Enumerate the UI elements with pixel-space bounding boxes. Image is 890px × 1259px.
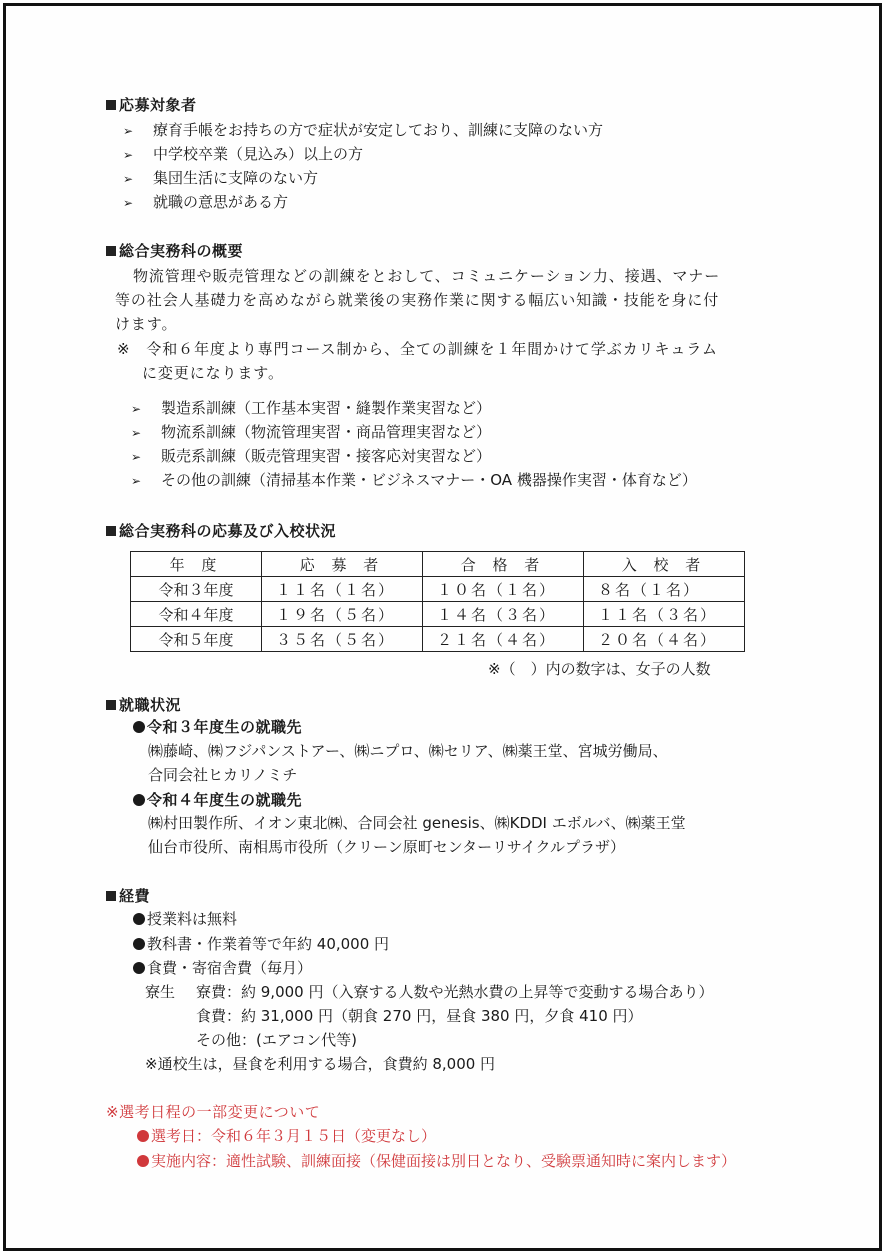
square-bullet-icon xyxy=(106,246,116,256)
dorm-label: 寮生 xyxy=(145,983,176,1001)
overview-title: 総合実務科の概要 xyxy=(119,242,244,260)
square-bullet-icon xyxy=(106,891,116,901)
table-row xyxy=(131,627,745,652)
circle-bullet-icon xyxy=(133,794,145,806)
applicant-item: ➢ 療育手帳をお持ちの方で症状が安定しており、訓練に支障のない方 xyxy=(123,121,604,139)
table-cell: 令和４年度 xyxy=(131,602,262,627)
table-cell: １０名（１名） xyxy=(423,577,584,602)
circle-bullet-icon xyxy=(137,1130,149,1142)
square-bullet-icon xyxy=(106,526,116,536)
commuter-note: ※通校生は，昼食を利用する場合，食費約 8,000 円 xyxy=(145,1055,496,1073)
table-cell: 令和５年度 xyxy=(131,627,262,652)
training-item: ➢ 販売系訓練（販売管理実習・接客応対実習など） xyxy=(131,447,492,465)
circle-bullet-icon xyxy=(133,938,145,950)
arrow-bullet-icon: ➢ xyxy=(131,426,142,440)
schedule-item: 実施内容：適性試験、訓練面接（保健面接は別日となり、受験票通知時に案内します） xyxy=(137,1150,736,1171)
square-bullet-icon xyxy=(106,100,116,110)
curriculum-note-line: ※ 令和６年度より専門コース制から、全ての訓練を１年間かけて学ぶカリキュラム xyxy=(117,340,718,358)
applicant-item: ➢ 中学校卒業（見込み）以上の方 xyxy=(123,145,364,163)
table-row xyxy=(131,602,745,627)
arrow-bullet-icon: ➢ xyxy=(123,124,134,138)
circle-bullet-icon xyxy=(133,962,145,974)
circle-bullet-icon xyxy=(133,913,145,925)
arrow-bullet-icon: ➢ xyxy=(123,172,134,186)
table-cell: ８名（１名） xyxy=(584,577,745,602)
employment-group-heading: 令和３年度生の就職先 xyxy=(133,716,302,737)
schedule-change-title: ※選考日程の一部変更について xyxy=(106,1103,321,1121)
overview-heading xyxy=(106,240,243,261)
employment-group-heading: 令和４年度生の就職先 xyxy=(133,789,302,810)
applicant-item: ➢ 就職の意思がある方 xyxy=(123,193,289,211)
status-title: 総合実務科の応募及び入校状況 xyxy=(119,522,337,540)
overview-paragraph-line: 等の社会人基礎力を高めながら就業後の実務作業に関する幅広い知識・技能を身に付 xyxy=(115,291,720,309)
arrow-bullet-icon: ➢ xyxy=(131,474,142,488)
table-cell: １９名（５名） xyxy=(262,602,423,627)
costs-heading xyxy=(106,885,150,906)
training-item: ➢ 物流系訓練（物流管理実習・商品管理実習など） xyxy=(131,423,492,441)
circle-bullet-icon xyxy=(133,721,145,733)
employer-line: 仙台市役所、南相馬市役所（クリーン原町センターリサイクルプラザ） xyxy=(148,838,626,856)
costs-title: 経費 xyxy=(119,887,151,905)
employer-line: 合同会社ヒカリノミチ xyxy=(148,766,298,784)
arrow-bullet-icon: ➢ xyxy=(123,148,134,162)
dorm-cost-line: その他：(エアコン代等) xyxy=(196,1031,357,1049)
admission-status-table xyxy=(130,551,745,652)
cost-item: 食費・寄宿舎費（毎月） xyxy=(133,957,312,978)
table-cell: １１名（３名） xyxy=(584,602,745,627)
table-cell: 令和３年度 xyxy=(131,577,262,602)
employment-heading xyxy=(106,694,181,715)
applicants-title: 応募対象者 xyxy=(119,96,197,114)
square-bullet-icon xyxy=(106,700,116,710)
curriculum-note-line: に変更になります。 xyxy=(142,364,284,382)
table-cell: １１名（１名） xyxy=(262,577,423,602)
header-enrolled: 入 校 者 xyxy=(584,552,745,577)
table-cell: ３５名（５名） xyxy=(262,627,423,652)
schedule-item: 選考日：令和６年３月１５日（変更なし） xyxy=(137,1125,436,1146)
training-item: ➢ 製造系訓練（工作基本実習・縫製作業実習など） xyxy=(131,399,492,417)
cost-item: 教科書・作業着等で年約 40,000 円 xyxy=(133,933,389,954)
employer-line: ㈱藤崎、㈱フジパンストアー、㈱ニプロ、㈱セリア、㈱薬王堂、宮城労働局、 xyxy=(148,742,668,760)
table-row xyxy=(131,577,745,602)
header-passed: 合 格 者 xyxy=(423,552,584,577)
header-applicants: 応 募 者 xyxy=(262,552,423,577)
dorm-cost-line: 寮費：約 9,000 円（入寮する人数や光熱水費の上昇等で変動する場合あり） xyxy=(196,983,714,1001)
training-item: ➢ その他の訓練（清掃基本作業・ビジネスマナー・OA 機器操作実習・体育など） xyxy=(131,471,697,489)
employer-line: ㈱村田製作所、イオン東北㈱、合同会社 genesis、㈱KDDI エボルバ、㈱薬王堂 xyxy=(148,814,686,832)
status-heading xyxy=(106,520,336,541)
cost-item: 授業料は無料 xyxy=(133,908,237,929)
overview-paragraph-line: 物流管理や販売管理などの訓練をとおして、コミュニケーション力、接遇、マナー xyxy=(133,267,721,285)
header-year: 年 度 xyxy=(131,552,262,577)
arrow-bullet-icon: ➢ xyxy=(131,402,142,416)
table-cell: ２１名（４名） xyxy=(423,627,584,652)
overview-paragraph-line: けます。 xyxy=(115,315,178,333)
applicant-item: ➢ 集団生活に支障のない方 xyxy=(123,169,319,187)
arrow-bullet-icon: ➢ xyxy=(131,450,142,464)
applicants-heading xyxy=(106,94,197,115)
table-header-row xyxy=(131,552,745,577)
table-cell: １４名（３名） xyxy=(423,602,584,627)
table-cell: ２０名（４名） xyxy=(584,627,745,652)
employment-title: 就職状況 xyxy=(119,696,182,714)
circle-bullet-icon xyxy=(137,1155,149,1167)
dorm-cost-line: 食費：約 31,000 円（朝食 270 円，昼食 380 円，夕食 410 円） xyxy=(196,1007,643,1025)
table-footnote: ※（ ）内の数字は、女子の人数 xyxy=(488,660,711,678)
arrow-bullet-icon: ➢ xyxy=(123,196,134,210)
